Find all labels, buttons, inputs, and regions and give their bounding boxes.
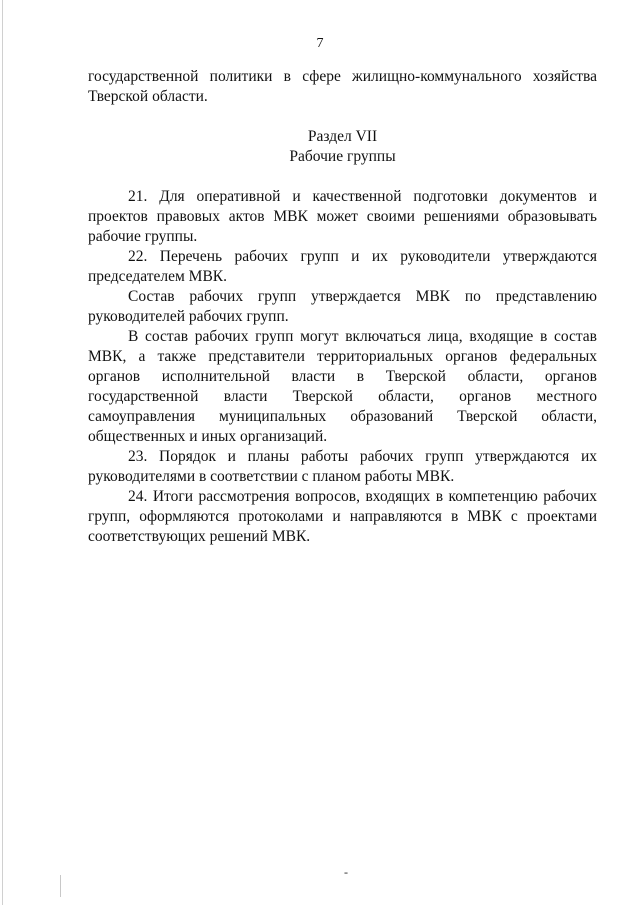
scan-edge-bottom — [60, 875, 61, 897]
paragraph-21: 21. Для оперативной и качественной подготовки документов и проектов правовых актов МВК может своими решениями образовывать рабочие группы. — [88, 188, 597, 245]
footer-mark: - — [344, 865, 348, 879]
section-subtitle: Рабочие группы — [289, 148, 396, 165]
document-body — [88, 67, 597, 547]
paragraph-24: 24. Итоги рассмотрения вопросов, входящих в компетенцию рабочих групп, оформляются протоколами и направляются в МВК с проектами соответствующих решений МВК. — [88, 488, 597, 545]
section-heading — [88, 127, 597, 167]
paragraph-22: 22. Перечень рабочих групп и их руководители утверждаются председателем МВК. — [88, 248, 597, 285]
section-title: Раздел VII — [307, 128, 378, 145]
intro-paragraph: государственной политики в сфере жилищно-коммунального хозяйства Тверской области. — [88, 68, 597, 105]
page-number: 7 — [316, 36, 324, 51]
scan-edge-left — [2, 0, 3, 905]
paragraph-membership: В состав рабочих групп могут включаться лица, входящие в состав МВК, а также представители территориальных органов федеральных органов исполнительной власти в Тверской области, органов государственной власти Тверской области, органов местного самоуправления муниципальных образований Тверской области, общественных и иных организаций. — [88, 328, 597, 445]
paragraph-composition: Состав рабочих групп утверждается МВК по представлению руководителей рабочих групп. — [88, 288, 597, 325]
paragraph-23: 23. Порядок и планы работы рабочих групп утверждаются их руководителями в соответствии с планом работы МВК. — [88, 448, 597, 485]
